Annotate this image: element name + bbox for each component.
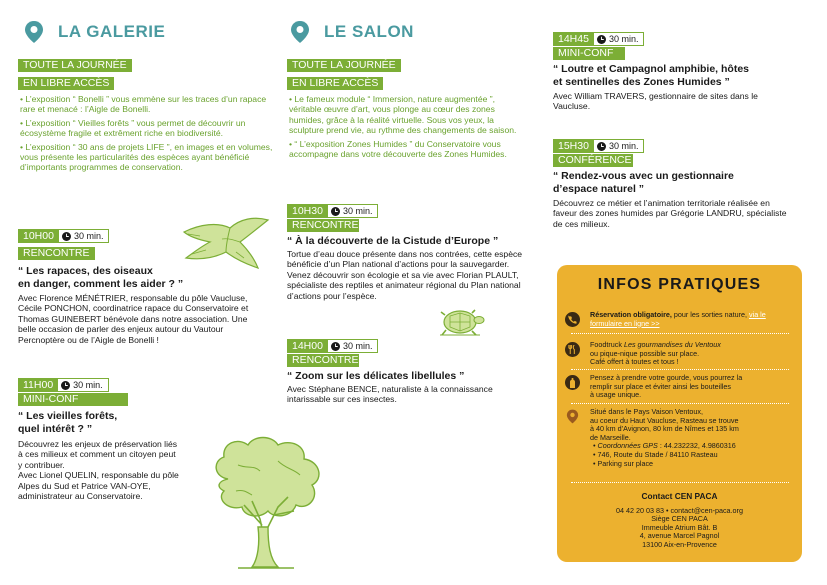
gps-value: : 44.232232, 4.9860316 [657, 441, 736, 451]
time-row [18, 378, 208, 392]
siege-2: Immeuble Atrium Bât. B [641, 522, 718, 532]
talk-duration [58, 378, 109, 392]
galerie-talk-1 [18, 229, 268, 345]
reservation-text [590, 311, 797, 328]
time-row [553, 32, 805, 46]
col3-talk-2 [553, 139, 805, 229]
talk-kind: MINI-CONF [553, 47, 625, 60]
talk-body: Découvrez ce métier et l’animation territoriale réalisée en faveur des zones humides par Grégorie LANDRU, spécialiste de ces milieux. [553, 198, 787, 229]
talk-duration [328, 204, 379, 218]
talk-title-line: “ Les rapaces, des oiseaux [18, 265, 153, 277]
talk-title-line: “ Loutre et Campagnol amphibie, hôtes [553, 63, 750, 75]
place-l4: de Marseille. [590, 432, 631, 442]
col3-talk-1 [553, 32, 805, 112]
gps-label: • Coordonnées GPS [593, 441, 658, 451]
place-l2: au coeur du Haut Vaucluse, Rasteau se trouve [590, 415, 739, 425]
duration-text: 30 min. [73, 231, 104, 241]
talk-title [553, 63, 805, 89]
address: • 746, Route du Stade / 84110 Rasteau [593, 449, 718, 459]
bottle-text [590, 374, 742, 400]
infos-pratiques-panel [557, 265, 802, 562]
contact-title: Contact CEN PACA [641, 491, 718, 501]
pin-icon [24, 20, 44, 44]
talk-title [18, 265, 268, 291]
time-row [553, 139, 805, 153]
talk-title: “ Zoom sur les délicates libellules ” [287, 370, 465, 382]
tree-illustration [208, 435, 330, 570]
parking: • Parking sur place [593, 458, 654, 468]
duration-text: 30 min. [342, 341, 373, 351]
talk-title-line: “ Les vieilles forêts, [18, 410, 118, 422]
reservation-bold: Réservation obligatoire, [590, 310, 672, 319]
talk-kind: MINI-CONF [18, 393, 128, 406]
bottle-l2: remplir sur place et éviter ainsi les bouteilles [590, 381, 732, 391]
siege-1: Siège CEN PACA [651, 514, 708, 524]
expo-item: • Le fameux module “ Immersion, nature augmentée ”, véritable œuvre d’art, vous plonge au cœur des zones humides, grâce à la réalité virtuelle. Sous vos yeux, la sculpture prend vie, au rythme des changements de saison. [289, 94, 517, 136]
salon-header [290, 20, 414, 44]
talk-time: 15H30 [553, 139, 594, 153]
talk-title-line: d’espace naturel ” [553, 183, 645, 195]
clock-icon [62, 232, 71, 241]
libre-acces-tag: EN LIBRE ACCÈS [287, 77, 383, 90]
cutlery-icon [565, 342, 580, 357]
talk-title [18, 410, 208, 436]
talk-duration [59, 229, 110, 243]
talk-time: 14H00 [287, 339, 328, 353]
location-icon [565, 409, 580, 424]
talk-body: Avec Florence MÉNÉTRIER, responsable du pôle Vaucluse, Cécile PONCHON, coordinatrice rapace du Conservatoire et Thomas GUINEBERT bénévole dans notre association. Une belle occasion de parler des enjeux autour du Vautour Percnoptère ou de l’Aigle de Bonelli ! [18, 293, 249, 345]
expo-item: • L’exposition “ Bonelli ” vous emmène sur les traces d’un rapace rare et menacé : l’Aigle de Bonelli. [20, 94, 267, 115]
infos-title: INFOS PRATIQUES [597, 276, 762, 293]
phone-icon [565, 312, 580, 327]
talk-kind: RENCONTRE [287, 354, 359, 367]
place-l3: à 40 km d’Avignon, 80 km de Nîmes et 135 km [590, 424, 739, 434]
talk-title-line: quel intérêt ? ” [18, 423, 93, 435]
clock-icon [597, 35, 606, 44]
galerie-title: LA GALERIE [58, 22, 166, 41]
location-text [590, 408, 739, 468]
talk-title-line: en danger, comment les aider ? ” [18, 278, 184, 290]
siege-3: 4, avenue Marcel Pagnol [639, 531, 720, 541]
reservation-link[interactable]: via le formulaire en ligne >> [590, 310, 766, 328]
talk-time: 14H45 [553, 32, 594, 46]
galerie-allday [18, 55, 273, 176]
salon-talk-2 [287, 339, 537, 405]
time-row [287, 204, 537, 218]
bottle-l1: Pensez à prendre votre gourde, vous pourrez la [590, 373, 743, 382]
food-l1b: Les gourmandises du Ventoux [623, 340, 721, 349]
food-l3: Café offert à toutes et tous ! [590, 357, 679, 367]
time-row [18, 229, 268, 243]
talk-kind: CONFÉRENCE [553, 154, 633, 167]
salon-title: LE SALON [324, 22, 414, 41]
info-reservation [565, 311, 797, 328]
talk-title-line: et sentinelles des Zones Humides ” [553, 76, 730, 88]
reservation-rest: pour les sorties nature, [671, 310, 749, 319]
allday-tag: TOUTE LA JOURNÉE [18, 59, 132, 72]
galerie-header [24, 20, 165, 44]
galerie-expos [18, 94, 273, 173]
bottle-l3: à usage unique. [590, 390, 642, 400]
siege-4: 13100 Aix-en-Provence [642, 539, 717, 549]
turtle-illustration [436, 306, 486, 338]
talk-duration [328, 339, 379, 353]
talk-kind: RENCONTRE [287, 219, 359, 232]
talk-duration [594, 139, 645, 153]
talk-body: Tortue d’eau douce présente dans nos contrées, cette espèce bénéficie d’un Plan national d’actions pour la sauvegarder. Venez découvrir son écologie et sa vie avec Florian PLAULT, spécialiste des reptiles et animateur régional du Plan national d’actions pour l’espèce. [287, 249, 523, 301]
clock-icon [331, 342, 340, 351]
talk-time: 11H00 [18, 378, 58, 392]
libre-acces-tag: EN LIBRE ACCÈS [18, 77, 114, 90]
clock-icon [331, 207, 340, 216]
talk-body: Avec Lionel QUELIN, responsable du pôle Alpes du Sud et Patrice VAN-OYE, administrateur au Conservatoire. [18, 470, 179, 502]
separator [571, 482, 789, 483]
salon-allday [287, 55, 532, 162]
duration-text: 30 min. [608, 141, 639, 151]
place-l1: Situé dans le Pays Vaison Ventoux, [590, 407, 703, 416]
food-l1a: Foodtruck [590, 340, 624, 349]
duration-text: 30 min. [342, 206, 373, 216]
food-text [590, 341, 721, 367]
clock-icon [61, 381, 70, 390]
pin-icon [290, 20, 310, 44]
bottle-icon [565, 375, 580, 390]
expo-item: • “ L’exposition Zones Humides ” du Conservatoire vous accompagne dans votre découverte des Zones Humides. [289, 138, 507, 160]
duration-text: 30 min. [608, 34, 639, 44]
talk-kind: RENCONTRE [18, 247, 95, 260]
info-bottle [565, 374, 797, 400]
separator [571, 403, 789, 404]
separator [571, 333, 789, 334]
galerie-talk-2 [18, 378, 208, 501]
time-row [287, 339, 537, 353]
talk-time: 10H30 [287, 204, 328, 218]
talk-body: Avec Stéphane BENCE, naturaliste à la connaissance intarissable sur ces insectes. [287, 384, 493, 405]
expo-item: • L’exposition “ 30 ans de projets LIFE ”, en images et en volumes, vous présente les particularités des espèces ayant bénéficié d’importants programmes de conservation. [20, 141, 273, 173]
salon-talk-1 [287, 204, 537, 301]
talk-title-line: “ Rendez-vous avec un gestionnaire [553, 170, 734, 182]
separator [571, 369, 789, 370]
contact-line[interactable]: 04 42 20 03 83 • contact@cen-paca.org [616, 505, 743, 515]
talk-time: 10H00 [18, 229, 59, 243]
talk-body: Avec William TRAVERS, gestionnaire de sites dans le Vaucluse. [553, 91, 758, 112]
info-food [565, 341, 797, 367]
info-location [565, 408, 797, 468]
food-l2: ou pique-nique possible sur place. [590, 348, 700, 358]
duration-text: 30 min. [73, 380, 103, 390]
talk-duration [594, 32, 645, 46]
clock-icon [597, 142, 606, 151]
allday-tag: TOUTE LA JOURNÉE [287, 59, 401, 72]
talk-body: Découvrez les enjeux de préservation liés à ces milieux et comment un citoyen peut y contribuer. [18, 439, 178, 470]
salon-expos [287, 94, 525, 159]
talk-title [553, 170, 805, 196]
expo-item: • L’exposition “ Vieilles forêts ” vous permet de découvrir un écosystème fragile et extrêment riche en biodiversité. [20, 117, 246, 139]
talk-title: “ À la découverte de la Cistude d’Europe ” [287, 235, 499, 247]
contact-block [557, 485, 802, 550]
